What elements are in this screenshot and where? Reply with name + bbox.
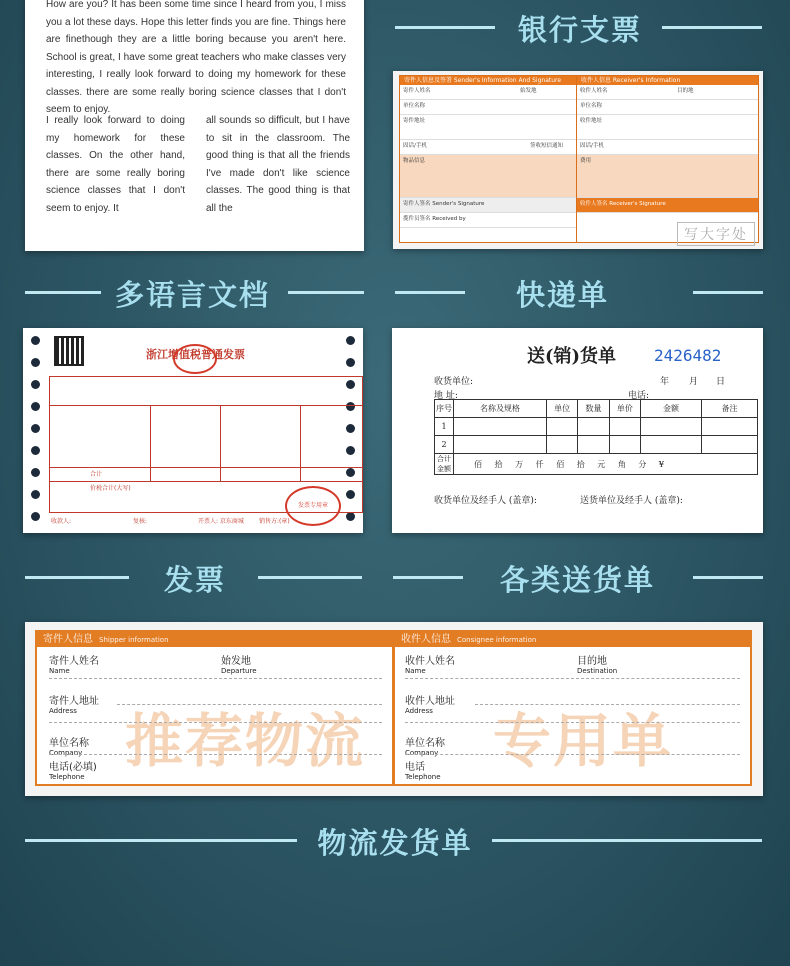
divider-line (492, 839, 762, 842)
destination-label: 目的地 (677, 88, 694, 94)
qr-code (56, 338, 82, 364)
shipper-column: 寄件人信息 Shipper information 推荐物流 寄件人姓名 Name 始发地 Departure 寄件人地址 Address 单位名称 Company 电话(必填) Telephone (35, 630, 394, 786)
package-info-label: 物品信息 (400, 155, 581, 198)
invoice-reviewer: 复核: (133, 518, 148, 525)
phone-label: 固话/手机 (403, 143, 427, 149)
courier-signature-label: 揽件员签名 Received by (400, 213, 581, 228)
consignee-header: 收件人信息 (401, 634, 451, 645)
section-title-logistics-slip: 物流发货单 (317, 826, 473, 860)
express-receiver-header: 收件人信息 Receiver's Information (577, 76, 758, 85)
company-label: 单位名称 (400, 100, 581, 115)
divider-line (25, 839, 297, 842)
invoice-seller: 销售方:(章) (259, 518, 290, 525)
receiver-address-label: 收件地址 (577, 115, 758, 140)
express-slip-image (393, 71, 763, 249)
table-header-row: 序号 名称及规格 单位 数量 单价 金额 备注 (435, 400, 758, 418)
table-total-row: 合计金额 佰 拾 万 仟 佰 拾 元 角 分 ¥ (435, 454, 758, 475)
phone-label: 固话/手机 (577, 140, 758, 155)
delivery-note-title: 送(销)货单 (527, 346, 617, 367)
divider-line (395, 291, 465, 294)
consignee-header-en: Consignee information (457, 636, 537, 644)
origin-label: 始发地 (520, 88, 537, 94)
divider-line (693, 291, 763, 294)
date-year-label: 年 (660, 377, 670, 387)
watermark-right: 专用单 (493, 707, 674, 775)
date-month-label: 月 (689, 377, 699, 387)
shipper-header: 寄件人信息 (43, 634, 93, 645)
invoice-top-stamp (173, 344, 217, 374)
consignee-column: 收件人信息 Consignee information 专用单 收件人姓名 Name 目的地 Destination 收件人地址 Address 单位名称 Company 电话 Telephone (393, 630, 752, 786)
table-row: 2 (435, 436, 758, 454)
handwrite-box: 写大字处 (677, 222, 755, 246)
invoice-seal: 发票专用章 (285, 486, 341, 526)
delivery-note-table (434, 399, 758, 475)
sender-name-label: 寄件人姓名 (403, 88, 431, 94)
letter-column-right: all sounds so difficult, but I have to sit in the classroom. The good thing is that all the friends I've made don't like science classes. The good thing is that all the (206, 115, 350, 214)
recipient-name-label: 收件人姓名 (580, 88, 608, 94)
divider-line (395, 26, 495, 29)
section-title-delivery-notes: 各类送货单 (499, 563, 655, 597)
watermark-left: 推荐物流 (125, 707, 366, 775)
delivery-note-image (392, 328, 763, 533)
section-title-bank-check: 银行支票 (517, 13, 642, 47)
divider-line (662, 26, 762, 29)
divider-line (25, 291, 101, 294)
invoice-image (23, 328, 363, 533)
sender-signature: 送货单位及经手人 (盖章): (580, 496, 683, 506)
divider-line (25, 576, 129, 579)
address-label: 地 址: (434, 391, 458, 401)
table-row: 1 (435, 418, 758, 436)
sender-address-label: 寄件地址 (400, 115, 581, 140)
date-day-label: 日 (716, 377, 726, 387)
section-title-invoice: 发票 (163, 563, 226, 597)
letter-column-left: I really look forward to doing my homework for these classes. On the other hand, there are some really boring science classes that I don't seem to enjoy. It (46, 115, 185, 214)
express-sender-header: 寄件人信息及签署 Sender's Information And Signature (400, 76, 581, 85)
company-label: 单位名称 (577, 100, 758, 115)
invoice-title: 浙江增值税普通发票 (146, 348, 245, 361)
multilang-document-image (25, 0, 364, 251)
letter-paragraph: How are you? It has been some time since I heard from you, I miss you a lot these days. Hope this letter finds you are fine. Things here are finethough they are a little boring because you aren't here. School is great, I have some great teachers who make classes very interesting, I really look forward to doing my homework for these classes. there are some really boring science classes that I don't seem to enjoy. (46, 0, 346, 115)
divider-line (258, 576, 362, 579)
sender-signature-label: 寄件人签名 Sender's Signature (400, 198, 581, 213)
section-title-express-slip: 快递单 (515, 278, 609, 312)
receiver-signature: 收货单位及经手人 (盖章): (434, 496, 537, 506)
charge-label: 费用 (577, 155, 758, 198)
divider-line (393, 576, 463, 579)
invoice-payee: 收款人: (51, 518, 72, 525)
phone-label: 电话: (628, 391, 650, 401)
divider-line (288, 291, 364, 294)
invoice-total-label: 合计 (90, 471, 103, 478)
sms-label: 签收短信通知 (530, 143, 564, 149)
express-receiver-column (576, 75, 759, 243)
shipper-header-en: Shipper information (99, 636, 169, 644)
divider-line (693, 576, 763, 579)
receiver-unit-label: 收货单位: (434, 377, 474, 387)
delivery-note-number: 2426482 (654, 346, 722, 365)
invoice-total-upper-label: 价税合计(大写) (90, 485, 131, 492)
receiver-signature-label: 收件人签名 Receiver's Signature (577, 198, 758, 213)
express-sender-column (399, 75, 582, 243)
invoice-drawer: 开票人: 京东商城 (198, 518, 244, 525)
section-title-multilang-doc: 多语言文档 (114, 278, 270, 312)
logistics-slip-image (25, 622, 763, 796)
